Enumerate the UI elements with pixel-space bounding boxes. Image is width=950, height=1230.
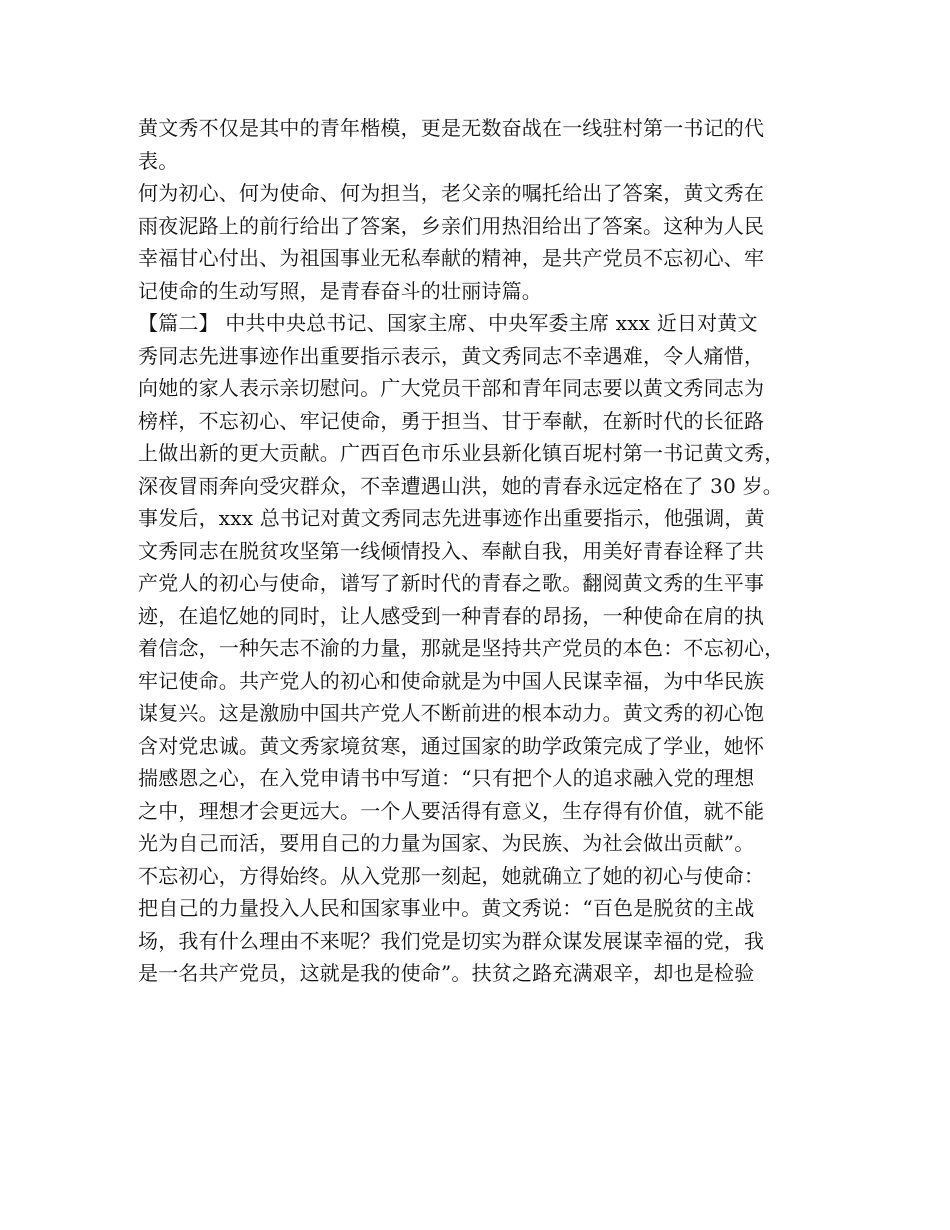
text-line: 记使命的生动写照，是青春奋斗的壮丽诗篇。	[138, 278, 542, 303]
text-line: 把自己的力量投入人民和国家事业中。黄文秀说：“百色是脱贫的主战	[138, 896, 755, 920]
text-line: 幸福甘心付出、为祖国事业无私奉献的精神，是共产党员不忘初心、牢	[138, 246, 765, 270]
text-line: 场，我有什么理由不来呢？我们党是切实为群众谋发展谋幸福的党，我	[138, 928, 765, 953]
text-line: 雨夜泥路上的前行给出了答案，乡亲们用热泪给出了答案。这种为人民	[138, 213, 765, 238]
text-line: 迹，在追忆她的同时，让人感受到一种青春的昂扬，一种使命在肩的执	[138, 603, 765, 628]
text-line: 光为自己而活，要用自己的力量为国家、为民族、为社会做出贡献”。	[138, 831, 755, 855]
text-line: 着信念，一种矢志不渝的力量，那就是坚持共产党员的本色：不忘初心，	[138, 636, 785, 660]
text-line: 秀同志先进事迹作出重要指示表示，黄文秀同志不幸遇难，令人痛惜，	[138, 343, 765, 368]
text-line: 之中，理想才会更远大。一个人要活得有意义，生存得有价值，就不能	[138, 798, 765, 823]
text-line: 榜样，不忘初心、牢记使命，勇于担当、甘于奉献，在新时代的长征路	[138, 408, 765, 433]
body-text	[138, 112, 828, 990]
text-line: 何为初心、何为使命、何为担当，老父亲的嘱托给出了答案，黄文秀在	[138, 181, 765, 205]
text-line: 揣感恩之心，在入党申请书中写道：“只有把个人的追求融入党的理想	[138, 766, 755, 790]
text-line: 深夜冒雨奔向受灾群众，不幸遭遇山洪，她的青春永远定格在了 30 岁。	[138, 473, 783, 498]
text-line: 文秀同志在脱贫攻坚第一线倾情投入、奉献自我，用美好青春诠释了共	[138, 538, 765, 563]
text-line: 上做出新的更大贡献。广西百色市乐业县新化镇百坭村第一书记黄文秀，	[138, 441, 785, 465]
section-heading-line: 【篇二】 中共中央总书记、国家主席、中央军委主席 xxx 近日对黄文	[138, 311, 758, 335]
text-line: 不忘初心，方得始终。从入党那一刻起，她就确立了她的初心与使命：	[138, 863, 765, 888]
text-line: 谋复兴。这是激励中国共产党人不断前进的根本动力。黄文秀的初心饱	[138, 701, 765, 725]
text-line: 产党人的初心与使命，谱写了新时代的青春之歌。翻阅黄文秀的生平事	[138, 571, 765, 595]
text-line: 表。	[138, 148, 179, 173]
text-line: 向她的家人表示亲切慰问。广大党员干部和青年同志要以黄文秀同志为	[138, 376, 765, 400]
text-line: 事发后，xxx 总书记对黄文秀同志先进事迹作出重要指示，他强调，黄	[138, 506, 765, 530]
text-line: 牢记使命。共产党人的初心和使命就是为中国人民谋幸福，为中华民族	[138, 668, 765, 693]
text-line: 是一名共产党员，这就是我的使命”。扶贫之路充满艰辛，却也是检验	[138, 961, 755, 985]
text-line: 含对党忠诚。黄文秀家境贫寒，通过国家的助学政策完成了学业，她怀	[138, 733, 765, 758]
text-line: 黄文秀不仅是其中的青年楷模，更是无数奋战在一线驻村第一书记的代	[138, 116, 765, 140]
